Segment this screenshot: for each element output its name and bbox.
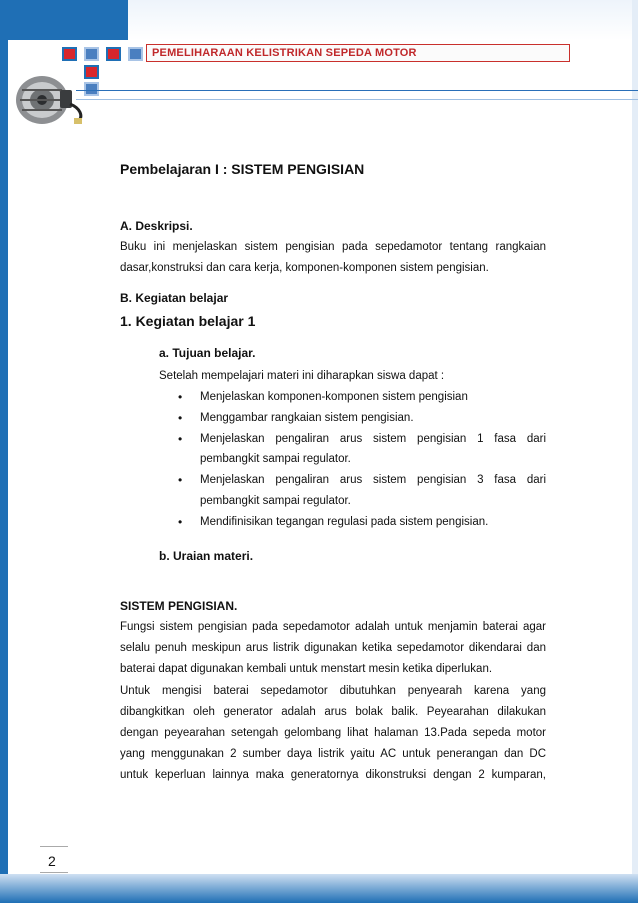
bullet-dot: • [178,515,183,529]
paragraph-line: untuk keperluan lainnya maka generatornya dikonstruksi dengan 2 kumparan, [120,769,546,781]
header-bar [128,0,638,40]
activity-heading: 1. Kegiatan belajar 1 [120,313,256,329]
decor-square [128,47,143,61]
decor-square [62,47,77,61]
page-number-rule [40,872,68,873]
paragraph-line: Fungsi sistem pengisian pada sepedamotor adalah untuk menjamin baterai agar [120,621,546,633]
header-rule [76,90,638,91]
material-heading: b. Uraian materi. [159,549,254,563]
goal-item: Mendifinisikan tegangan regulasi pada sistem pengisian. [200,516,489,528]
goals-intro: Setelah mempelajari materi ini diharapkan siswa dapat : [159,370,445,382]
paragraph-line: Buku ini menjelaskan sistem pengisian pada sepedamotor tentang rangkaian [120,241,546,253]
bullet-dot: • [178,411,183,425]
paragraph-line: dengan peyearahan setengah gelombang lihat halaman 13.Pada sepeda motor [120,727,546,739]
header-title: PEMELIHARAAN KELISTRIKAN SEPEDA MOTOR [152,47,417,59]
section-a-heading: A. Deskripsi. [120,219,193,233]
bullet-dot: • [178,390,183,404]
bullet-dot: • [178,473,183,487]
page-number-rule [40,846,68,847]
goal-item-continued: pembangkit sampai regulator. [200,453,351,465]
lesson-title: Pembelajaran I : SISTEM PENGISIAN [120,161,365,177]
left-border-strip [0,0,8,903]
decor-square [106,47,121,61]
paragraph-line: baterai dapat digunakan kembali untuk menstart mesin ketika diperlukan. [120,663,493,675]
header-rule [76,99,638,100]
paragraph-line: selalu penuh meskipun arus listrik digunakan ketika sepedamotor dikendarai dan [120,642,546,654]
paragraph-line: yang menggunakan 2 sumber daya listrik yaitu AC untuk penerangan dan DC [120,748,546,760]
goals-heading: a. Tujuan belajar. [159,346,256,360]
goal-item: Menjelaskan pengaliran arus sistem pengisian 1 fasa dari [200,433,546,445]
paragraph-line: dibangkitkan oleh generator adalah arus bolak balik. Peyearahan dilakukan [120,706,546,718]
page-number: 2 [48,853,56,869]
bullet-dot: • [178,432,183,446]
footer-band [0,874,638,903]
goal-item: Menggambar rangkaian sistem pengisian. [200,412,414,424]
paragraph-line: dasar,konstruksi dan cara kerja, komponen-komponen sistem pengisian. [120,262,489,274]
alternator-illustration [8,60,88,130]
goal-item: Menjelaskan pengaliran arus sistem pengisian 3 fasa dari [200,474,546,486]
decor-square [84,47,99,61]
goal-item-continued: pembangkit sampai regulator. [200,495,351,507]
paragraph-line: Untuk mengisi baterai sepedamotor dibutuhkan penyearah karena yang [120,685,546,697]
right-border-strip [632,0,638,903]
header-blue-block [0,0,128,40]
goal-item: Menjelaskan komponen-komponen sistem pengisian [200,391,468,403]
system-heading: SISTEM PENGISIAN. [120,599,238,613]
section-b-heading: B. Kegiatan belajar [120,291,229,305]
